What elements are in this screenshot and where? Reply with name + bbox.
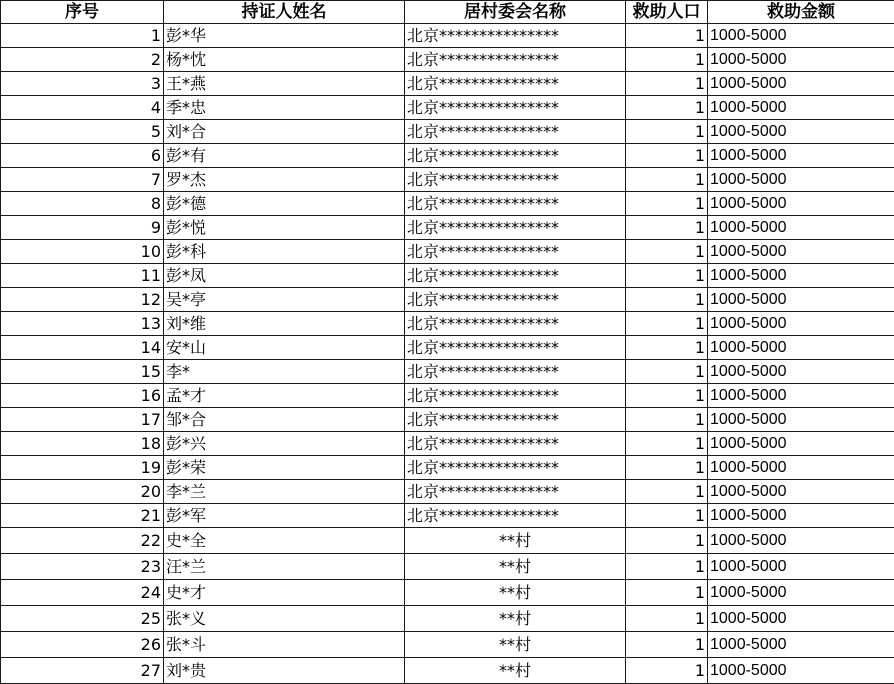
cell-name[interactable]: 罗*杰 [164, 168, 405, 192]
table-row [1, 580, 894, 606]
cell-index[interactable]: 13 [1, 312, 164, 336]
cell-amount[interactable]: 1000-5000 [708, 336, 894, 360]
table-row [1, 456, 894, 480]
cell-population[interactable]: 1 [626, 288, 708, 312]
cell-amount[interactable]: 1000-5000 [708, 408, 894, 432]
table-row [1, 240, 894, 264]
cell-committee[interactable]: 北京*************** [405, 240, 626, 264]
cell-committee[interactable]: 北京*************** [405, 504, 626, 528]
cell-population[interactable]: 1 [626, 456, 708, 480]
cell-committee[interactable]: 北京*************** [405, 72, 626, 96]
cell-committee[interactable]: **村 [405, 606, 626, 632]
cell-amount[interactable]: 1000-5000 [708, 312, 894, 336]
cell-population[interactable]: 1 [626, 658, 708, 684]
cell-index[interactable]: 10 [1, 240, 164, 264]
cell-committee[interactable]: 北京*************** [405, 216, 626, 240]
cell-index[interactable]: 20 [1, 480, 164, 504]
cell-name[interactable]: 史*全 [164, 528, 405, 554]
table-row [1, 606, 894, 632]
table-row [1, 336, 894, 360]
cell-amount[interactable]: 1000-5000 [708, 192, 894, 216]
cell-index[interactable]: 15 [1, 360, 164, 384]
cell-amount[interactable]: 1000-5000 [708, 48, 894, 72]
cell-index[interactable]: 22 [1, 528, 164, 554]
table-row [1, 24, 894, 48]
table-row [1, 192, 894, 216]
cell-committee[interactable]: 北京*************** [405, 264, 626, 288]
cell-index[interactable]: 4 [1, 96, 164, 120]
table-row [1, 528, 894, 554]
cell-amount[interactable]: 1000-5000 [708, 264, 894, 288]
table-row [1, 288, 894, 312]
cell-amount[interactable]: 1000-5000 [708, 288, 894, 312]
cell-committee[interactable]: 北京*************** [405, 384, 626, 408]
cell-population[interactable]: 1 [626, 580, 708, 606]
table-row [1, 312, 894, 336]
cell-amount[interactable]: 1000-5000 [708, 240, 894, 264]
cell-committee[interactable]: **村 [405, 528, 626, 554]
cell-population[interactable]: 1 [626, 216, 708, 240]
cell-index[interactable]: 17 [1, 408, 164, 432]
cell-committee[interactable]: **村 [405, 580, 626, 606]
cell-committee[interactable]: 北京*************** [405, 96, 626, 120]
cell-index[interactable]: 16 [1, 384, 164, 408]
cell-committee[interactable]: 北京*************** [405, 360, 626, 384]
cell-committee[interactable]: 北京*************** [405, 312, 626, 336]
cell-index[interactable]: 8 [1, 192, 164, 216]
cell-population[interactable]: 1 [626, 480, 708, 504]
cell-population[interactable]: 1 [626, 336, 708, 360]
header-committee[interactable]: 居村委会名称 [405, 1, 626, 24]
cell-population[interactable]: 1 [626, 24, 708, 48]
cell-amount[interactable]: 1000-5000 [708, 96, 894, 120]
cell-population[interactable]: 1 [626, 528, 708, 554]
cell-index[interactable]: 21 [1, 504, 164, 528]
cell-index[interactable]: 9 [1, 216, 164, 240]
cell-amount[interactable]: 1000-5000 [708, 658, 894, 684]
cell-amount[interactable]: 1000-5000 [708, 528, 894, 554]
cell-committee[interactable]: 北京*************** [405, 120, 626, 144]
table-row [1, 408, 894, 432]
cell-population[interactable]: 1 [626, 384, 708, 408]
cell-committee[interactable]: **村 [405, 632, 626, 658]
table-row [1, 48, 894, 72]
cell-name[interactable]: 彭*悦 [164, 216, 405, 240]
cell-name[interactable]: 李* [164, 360, 405, 384]
cell-population[interactable]: 1 [626, 96, 708, 120]
cell-name[interactable]: 刘*合 [164, 120, 405, 144]
table-row [1, 144, 894, 168]
cell-index[interactable]: 3 [1, 72, 164, 96]
cell-population[interactable]: 1 [626, 606, 708, 632]
cell-population[interactable]: 1 [626, 144, 708, 168]
cell-name[interactable]: 王*燕 [164, 72, 405, 96]
cell-amount[interactable]: 1000-5000 [708, 144, 894, 168]
cell-index[interactable]: 24 [1, 580, 164, 606]
header-index[interactable]: 序号 [1, 1, 164, 24]
cell-name[interactable]: 史*才 [164, 580, 405, 606]
table-row [1, 554, 894, 580]
header-name[interactable]: 持证人姓名 [164, 1, 405, 24]
cell-amount[interactable]: 1000-5000 [708, 504, 894, 528]
cell-index[interactable]: 5 [1, 120, 164, 144]
cell-name[interactable]: 彭*有 [164, 144, 405, 168]
cell-amount[interactable]: 1000-5000 [708, 24, 894, 48]
cell-amount[interactable]: 1000-5000 [708, 632, 894, 658]
cell-committee[interactable]: 北京*************** [405, 480, 626, 504]
cell-population[interactable]: 1 [626, 554, 708, 580]
cell-index[interactable]: 18 [1, 432, 164, 456]
cell-committee[interactable]: 北京*************** [405, 456, 626, 480]
table-row [1, 504, 894, 528]
header-population[interactable]: 救助人口 [626, 1, 708, 24]
cell-committee[interactable]: 北京*************** [405, 48, 626, 72]
cell-name[interactable]: 吴*亭 [164, 288, 405, 312]
table-row [1, 168, 894, 192]
cell-index[interactable]: 1 [1, 24, 164, 48]
table-row [1, 384, 894, 408]
table-row [1, 632, 894, 658]
cell-index[interactable]: 7 [1, 168, 164, 192]
header-amount[interactable]: 救助金额 [708, 1, 894, 24]
cell-index[interactable]: 27 [1, 658, 164, 684]
cell-amount[interactable]: 1000-5000 [708, 168, 894, 192]
cell-name[interactable]: 李*兰 [164, 480, 405, 504]
cell-committee[interactable]: 北京*************** [405, 288, 626, 312]
cell-committee[interactable]: 北京*************** [405, 24, 626, 48]
cell-name[interactable]: 邹*合 [164, 408, 405, 432]
cell-index[interactable]: 11 [1, 264, 164, 288]
table-row [1, 264, 894, 288]
cell-committee[interactable]: 北京*************** [405, 432, 626, 456]
table-row [1, 120, 894, 144]
cell-committee[interactable]: 北京*************** [405, 144, 626, 168]
table-row [1, 480, 894, 504]
cell-name[interactable]: 孟*才 [164, 384, 405, 408]
cell-population[interactable]: 1 [626, 48, 708, 72]
cell-amount[interactable]: 1000-5000 [708, 384, 894, 408]
cell-population[interactable]: 1 [626, 264, 708, 288]
cell-amount[interactable]: 1000-5000 [708, 72, 894, 96]
cell-amount[interactable]: 1000-5000 [708, 120, 894, 144]
table-row [1, 216, 894, 240]
cell-name[interactable]: 张*斗 [164, 632, 405, 658]
cell-name[interactable]: 季*忠 [164, 96, 405, 120]
cell-population[interactable]: 1 [626, 240, 708, 264]
table-row [1, 658, 894, 684]
cell-population[interactable]: 1 [626, 360, 708, 384]
cell-amount[interactable]: 1000-5000 [708, 606, 894, 632]
cell-index[interactable]: 14 [1, 336, 164, 360]
cell-population[interactable]: 1 [626, 632, 708, 658]
cell-committee[interactable]: **村 [405, 658, 626, 684]
cell-committee[interactable]: 北京*************** [405, 336, 626, 360]
cell-name[interactable]: 杨*忱 [164, 48, 405, 72]
cell-index[interactable]: 26 [1, 632, 164, 658]
cell-index[interactable]: 6 [1, 144, 164, 168]
cell-committee[interactable]: 北京*************** [405, 192, 626, 216]
cell-population[interactable]: 1 [626, 72, 708, 96]
cell-amount[interactable]: 1000-5000 [708, 480, 894, 504]
cell-amount[interactable]: 1000-5000 [708, 580, 894, 606]
cell-committee[interactable]: 北京*************** [405, 408, 626, 432]
cell-name[interactable]: 刘*维 [164, 312, 405, 336]
header-row [1, 1, 894, 24]
cell-name[interactable]: 彭*华 [164, 24, 405, 48]
table-row [1, 360, 894, 384]
cell-amount[interactable]: 1000-5000 [708, 432, 894, 456]
cell-population[interactable]: 1 [626, 504, 708, 528]
cell-name[interactable]: 彭*德 [164, 192, 405, 216]
cell-name[interactable]: 刘*贵 [164, 658, 405, 684]
table-row [1, 432, 894, 456]
cell-name[interactable]: 彭*军 [164, 504, 405, 528]
cell-amount[interactable]: 1000-5000 [708, 360, 894, 384]
cell-committee[interactable]: **村 [405, 554, 626, 580]
cell-name[interactable]: 张*义 [164, 606, 405, 632]
cell-name[interactable]: 汪*兰 [164, 554, 405, 580]
cell-amount[interactable]: 1000-5000 [708, 554, 894, 580]
cell-index[interactable]: 2 [1, 48, 164, 72]
table-row [1, 96, 894, 120]
cell-amount[interactable]: 1000-5000 [708, 456, 894, 480]
cell-amount[interactable]: 1000-5000 [708, 216, 894, 240]
cell-population[interactable]: 1 [626, 432, 708, 456]
cell-index[interactable]: 25 [1, 606, 164, 632]
cell-population[interactable]: 1 [626, 120, 708, 144]
cell-name[interactable]: 安*山 [164, 336, 405, 360]
table-body [1, 24, 894, 684]
cell-index[interactable]: 12 [1, 288, 164, 312]
cell-population[interactable]: 1 [626, 408, 708, 432]
cell-committee[interactable]: 北京*************** [405, 168, 626, 192]
cell-name[interactable]: 彭*兴 [164, 432, 405, 456]
cell-population[interactable]: 1 [626, 192, 708, 216]
cell-index[interactable]: 19 [1, 456, 164, 480]
cell-population[interactable]: 1 [626, 168, 708, 192]
cell-name[interactable]: 彭*荣 [164, 456, 405, 480]
table-row [1, 72, 894, 96]
cell-name[interactable]: 彭*科 [164, 240, 405, 264]
cell-population[interactable]: 1 [626, 312, 708, 336]
cell-index[interactable]: 23 [1, 554, 164, 580]
cell-name[interactable]: 彭*凤 [164, 264, 405, 288]
